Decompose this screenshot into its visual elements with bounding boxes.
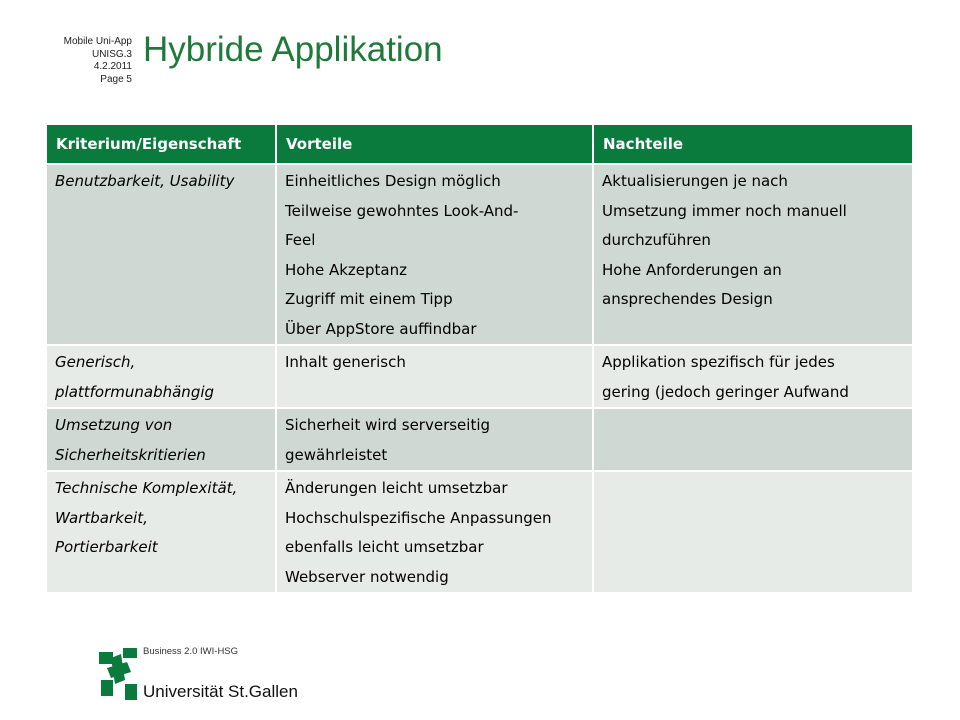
meta-page: Page 5 bbox=[100, 73, 132, 85]
cons-cell bbox=[593, 345, 912, 408]
cell-line: Umsetzung immer noch manuell bbox=[602, 201, 847, 220]
meta-course: UNISG.3 bbox=[91, 48, 132, 60]
criterion-cell bbox=[47, 345, 276, 408]
table-header-row bbox=[47, 125, 912, 164]
cell-line: Generisch, bbox=[55, 353, 136, 371]
cell-line: ebenfalls leicht umsetzbar bbox=[285, 538, 484, 556]
cell-line: ansprechendes Design bbox=[602, 290, 773, 308]
cell-line: Sicherheit wird serverseitig bbox=[285, 416, 491, 434]
cell-line: Inhalt generisch bbox=[285, 353, 406, 371]
cell-line: gewährleistet bbox=[285, 445, 388, 464]
cell-line: Portierbarkeit bbox=[55, 538, 158, 556]
meta-app: Mobile Uni-App bbox=[63, 36, 132, 47]
logo-name: Universität St.Gallen bbox=[143, 682, 298, 701]
cell-line: Hohe Anforderungen an bbox=[602, 260, 782, 279]
table-row bbox=[47, 471, 912, 592]
table-row bbox=[47, 408, 912, 471]
cell-line: Wartbarkeit, bbox=[55, 508, 148, 527]
cell-line: Feel bbox=[285, 231, 316, 249]
criterion-cell bbox=[47, 471, 276, 592]
cell-line: Einheitliches Design möglich bbox=[285, 172, 501, 190]
pros-cell bbox=[276, 471, 593, 592]
logo-tagline: Business 2.0 IWI-HSG bbox=[143, 646, 239, 657]
comparison-table bbox=[47, 125, 912, 592]
slide-meta bbox=[30, 36, 132, 86]
cell-line: Webserver notwendig bbox=[285, 567, 449, 586]
cell-line: Umsetzung von bbox=[55, 416, 173, 434]
pros-cell bbox=[276, 164, 593, 345]
logo-shape bbox=[125, 684, 137, 700]
header-cons: Nachteile bbox=[593, 125, 912, 164]
page-title: Hybride Applikation bbox=[143, 30, 443, 69]
cell-line: Benutzbarkeit, Usability bbox=[55, 172, 235, 190]
cell-line: plattformunabhängig bbox=[55, 382, 215, 401]
cell-line: durchzuführen bbox=[602, 231, 711, 249]
header-criterion: Kriterium/Eigenschaft bbox=[47, 125, 276, 164]
cell-line: Hohe Akzeptanz bbox=[285, 260, 407, 279]
pros-cell bbox=[276, 345, 593, 408]
cell-line: gering (jedoch geringer Aufwand bbox=[602, 382, 849, 401]
table-row bbox=[47, 345, 912, 408]
logo-shape bbox=[123, 648, 137, 658]
meta-date: 4.2.2011 bbox=[93, 61, 132, 72]
logo-shape bbox=[99, 652, 113, 664]
logo-shape bbox=[101, 680, 113, 696]
pros-cell bbox=[276, 408, 593, 471]
header-pros: Vorteile bbox=[276, 125, 593, 164]
criterion-cell bbox=[47, 164, 276, 345]
cell-line: Technische Komplexität, bbox=[55, 479, 238, 497]
cell-line: Über AppStore auffindbar bbox=[285, 319, 477, 338]
cell-line: Hochschulspezifische Anpassungen bbox=[285, 508, 552, 527]
cons-cell bbox=[593, 471, 912, 592]
logo-shape bbox=[111, 654, 125, 684]
cell-line: Teilweise gewohntes Look-And- bbox=[285, 201, 519, 220]
cell-line: Applikation spezifisch für jedes bbox=[602, 353, 835, 371]
criterion-cell bbox=[47, 408, 276, 471]
table-row bbox=[47, 164, 912, 345]
hsg-logo-icon bbox=[97, 640, 141, 706]
cell-line: Änderungen leicht umsetzbar bbox=[285, 479, 508, 497]
cell-line: Aktualisierungen je nach bbox=[602, 172, 788, 190]
cons-cell bbox=[593, 164, 912, 345]
cons-cell bbox=[593, 408, 912, 471]
university-logo bbox=[97, 640, 297, 710]
cell-line: Sicherheitskritierien bbox=[55, 445, 206, 464]
cell-line: Zugriff mit einem Tipp bbox=[285, 290, 453, 308]
